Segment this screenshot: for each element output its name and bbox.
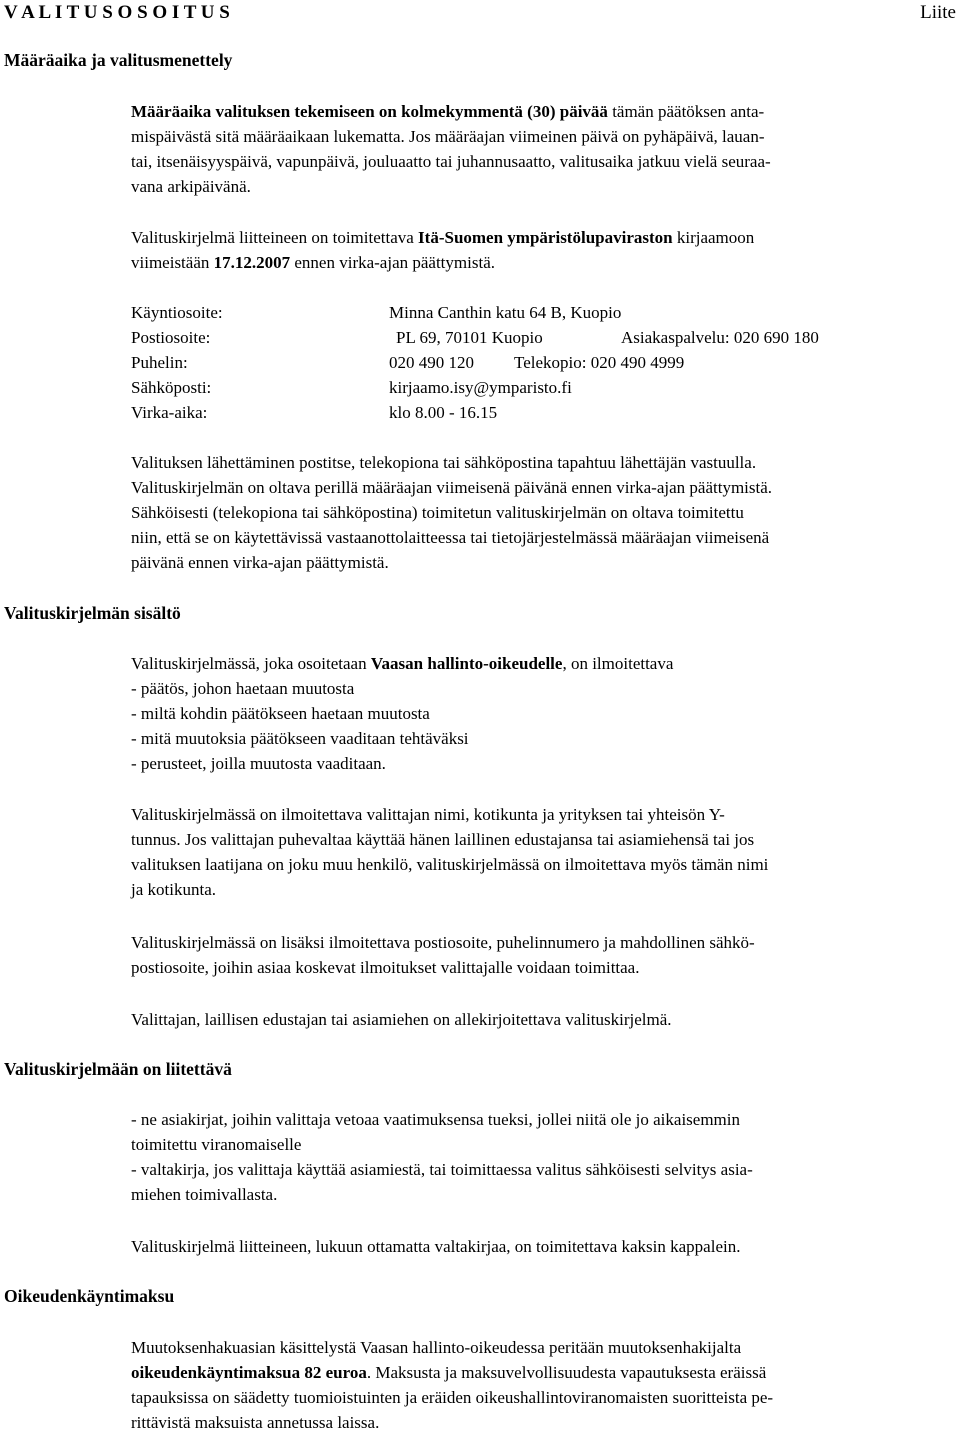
- text-line: päivänä ennen virka-ajan päättymistä.: [131, 553, 389, 572]
- deadline-paragraph: [131, 99, 957, 199]
- text-line: Valituskirjelmässä, joka osoitetaan: [131, 654, 371, 673]
- deadline-bold: Määräaika valituksen tekemiseen on kolmekymmentä (30) päivää: [131, 102, 608, 121]
- delivery-paragraph: [131, 450, 957, 575]
- list-item: - valtakirja, jos valittaja käyttää asiamiestä, tai toimittaessa valitus sähköisesti selvitys asia-: [131, 1160, 753, 1179]
- contact-block: [131, 300, 931, 425]
- list-item: - miltä kohdin päätökseen haetaan muutosta: [131, 704, 430, 723]
- text-line: , on ilmoitettava: [562, 654, 674, 673]
- text-line: tämän päätöksen anta-: [607, 102, 765, 121]
- list-item: miehen toimivallasta.: [131, 1185, 278, 1204]
- fax-value: Telekopio: 020 490 4999: [514, 353, 685, 372]
- contact-info-paragraph: [131, 930, 957, 980]
- signature-paragraph: [131, 1007, 957, 1032]
- document-title: V A L I T U S O S O I T U S: [4, 2, 230, 23]
- attachments-list: [131, 1107, 957, 1207]
- attachment-label: Liite: [920, 2, 956, 23]
- section-heading-deadline: Määräaika ja valitusmenettely: [4, 50, 233, 70]
- text-line: Muutoksenhakuasian käsittelystä Vaasan hallinto-oikeudessa peritään muutoksenhakijalta: [131, 1338, 742, 1357]
- phone-label: Puhelin:: [131, 353, 188, 372]
- postal-address-value: PL 69, 70101 Kuopio: [396, 328, 543, 347]
- email-label: Sähköposti:: [131, 378, 212, 397]
- list-item: - päätös, johon haetaan muutosta: [131, 679, 355, 698]
- text-line: tai, itsenäisyyspäivä, vapunpäivä, jouluaatto tai juhannusaatto, valitusaika jatkuu vielä seuraa-: [131, 152, 771, 171]
- text-line: tapauksissa on säädetty tuomioistuinten ja eräiden oikeushallintoviranomaisten suoritteista pe-: [131, 1388, 774, 1407]
- text-line: viimeistään: [131, 253, 214, 272]
- list-item: - ne asiakirjat, joihin valittaja vetoaa vaatimuksensa tueksi, jollei niitä ole jo aikaisemmin: [131, 1110, 740, 1129]
- text-line: rittävistä maksuista annetussa laissa.: [131, 1413, 380, 1432]
- text-line: Sähköisesti (telekopiona tai sähköpostina) toimitetun valituskirjelmän on oltava toimitettu: [131, 503, 744, 522]
- text-line: Valituskirjelmän on oltava perillä määräajan viimeisenä päivänä ennen virka-ajan päättymistä.: [131, 478, 773, 497]
- phone-value: 020 490 120: [389, 353, 474, 372]
- section-heading-attachments: Valituskirjelmään on liitettävä: [4, 1059, 232, 1079]
- visit-address-value: Minna Canthin katu 64 B, Kuopio: [389, 303, 622, 322]
- text-line: kirjaamoon: [672, 228, 755, 247]
- text-line: Valituskirjelmä liitteineen, lukuun ottamatta valtakirjaa, on toimitettava kaksin kappalein.: [131, 1237, 741, 1256]
- text-line: valituksen laatijana on joku muu henkilö, valituskirjelmässä on ilmoitettava myös tämän nimi: [131, 855, 769, 874]
- text-line: postiosoite, joihin asiaa koskevat ilmoitukset valittajalle voidaan toimittaa.: [131, 958, 640, 977]
- customer-service-value: Asiakaspalvelu: 020 690 180: [621, 328, 819, 347]
- text-line: niin, että se on käytettävissä vastaanottolaitteessa tai tietojärjestelmässä määräajan viimeisenä: [131, 528, 770, 547]
- section-heading-fee: Oikeudenkäyntimaksu: [4, 1286, 175, 1306]
- text-line: Valituskirjelmässä on lisäksi ilmoitettava postiosoite, puhelinnumero ja mahdollinen sähkö-: [131, 933, 755, 952]
- list-item: - perusteet, joilla muutosta vaaditaan.: [131, 754, 386, 773]
- submission-paragraph: [131, 225, 957, 275]
- appellant-info-paragraph: [131, 802, 957, 902]
- copies-paragraph: [131, 1234, 957, 1259]
- postal-address-label: Postiosoite:: [131, 328, 211, 347]
- text-line: vana arkipäivänä.: [131, 177, 251, 196]
- visit-address-label: Käyntiosoite:: [131, 303, 223, 322]
- list-item: toimitettu viranomaiselle: [131, 1135, 302, 1154]
- text-line: Valituksen lähettäminen postitse, telekopiona tai sähköpostina tapahtuu lähettäjän vastuulla.: [131, 453, 757, 472]
- fee-paragraph: [131, 1335, 957, 1435]
- text-line: mispäivästä sitä määräaikaan lukematta. Jos määräajan viimeinen päivä on pyhäpäivä, lauan-: [131, 127, 765, 146]
- deadline-date: 17.12.2007: [213, 253, 291, 272]
- text-line: tunnus. Jos valittajan puhevaltaa käyttää hänen laillinen edustajansa tai asiamiehensä tai jos: [131, 830, 755, 849]
- text-line: Valituskirjelmä liitteineen on toimitettava: [131, 228, 419, 247]
- text-line: . Maksusta ja maksuvelvollisuudesta vapautuksesta eräissä: [366, 1363, 767, 1382]
- text-line: Valituskirjelmässä on ilmoitettava valittajan nimi, kotikunta ja yrityksen tai yhteisön Y-: [131, 805, 725, 824]
- authority-name: Itä-Suomen ympäristölupaviraston: [418, 228, 673, 247]
- office-hours-value: klo 8.00 - 16.15: [389, 403, 498, 422]
- text-line: ennen virka-ajan päättymistä.: [290, 253, 495, 272]
- text-line: ja kotikunta.: [131, 880, 216, 899]
- email-value[interactable]: kirjaamo.isy@ymparisto.fi: [389, 378, 572, 397]
- office-hours-label: Virka-aika:: [131, 403, 208, 422]
- fee-amount: oikeudenkäyntimaksua 82 euroa: [131, 1363, 367, 1382]
- list-item: - mitä muutoksia päätökseen vaaditaan tehtäväksi: [131, 729, 469, 748]
- court-name: Vaasan hallinto-oikeudelle: [370, 654, 563, 673]
- content-intro: [131, 651, 957, 776]
- section-heading-content: Valituskirjelmän sisältö: [4, 603, 181, 623]
- text-line: Valittajan, laillisen edustajan tai asiamiehen on allekirjoitettava valituskirjelmä.: [131, 1010, 672, 1029]
